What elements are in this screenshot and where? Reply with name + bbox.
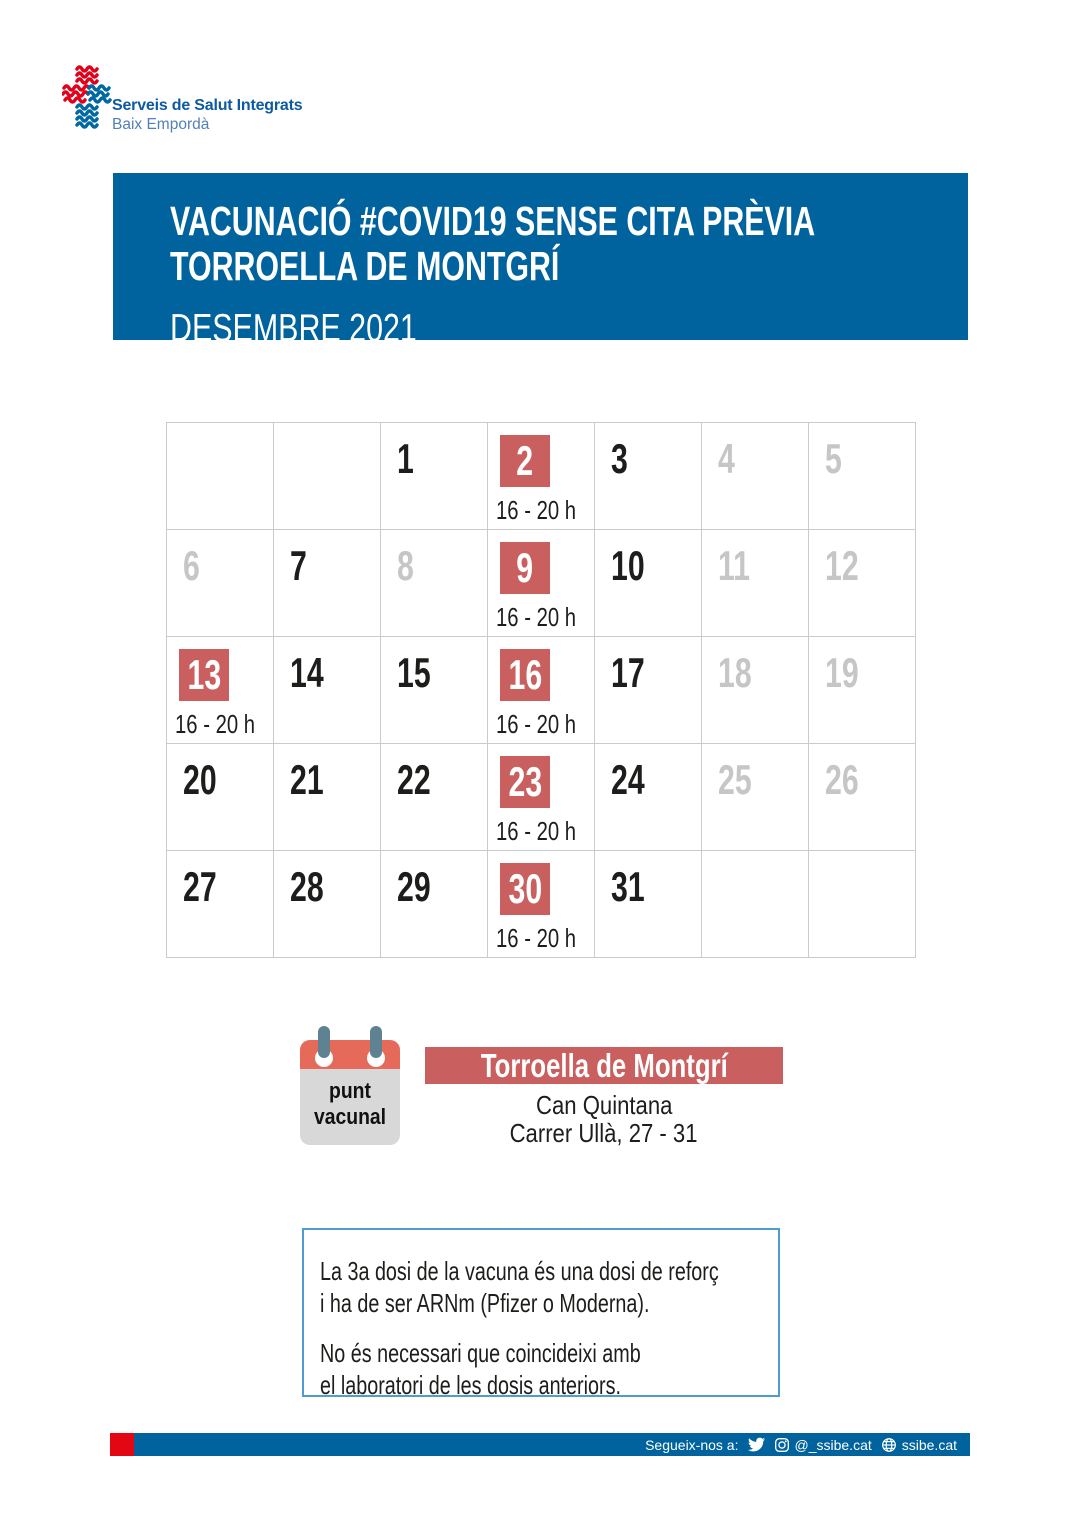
day-number: 21: [290, 756, 324, 803]
calendar-day-cell: [702, 530, 809, 637]
vaccine-time-label: 16 - 20 h: [496, 602, 577, 632]
instagram-link[interactable]: [774, 1437, 872, 1453]
calendar-day-cell: [274, 423, 381, 530]
calendar-day-cell: [274, 637, 381, 744]
logo-subtitle: Baix Empordà: [112, 116, 210, 134]
vaccine-time-label: 16 - 20 h: [496, 923, 577, 953]
vaccine-day-badge: [500, 435, 550, 487]
calendar-day-cell: [167, 530, 274, 637]
calendar-day-cell: [167, 423, 274, 530]
footer-red-accent: [110, 1433, 134, 1456]
day-number: 5: [825, 435, 842, 482]
day-number: 3: [611, 435, 628, 482]
globe-icon: [881, 1437, 897, 1453]
day-number: 17: [611, 649, 645, 696]
day-number: 22: [397, 756, 431, 803]
location-address-text: Carrer Ullà, 27 - 31: [510, 1118, 698, 1148]
day-number: 29: [397, 863, 431, 910]
calendar-day-cell: [809, 530, 916, 637]
day-number: 4: [718, 435, 735, 482]
instagram-icon: [774, 1437, 790, 1453]
calendar-day-cell: [809, 851, 916, 958]
logo-text: [112, 97, 302, 134]
calendar-day-cell: [381, 744, 488, 851]
location-name-banner: [425, 1047, 783, 1084]
day-number: 9: [516, 544, 534, 591]
calendar-day-cell: [488, 423, 595, 530]
website-text: ssibe.cat: [901, 1436, 957, 1453]
vaccine-time-label: 16 - 20 h: [496, 709, 577, 739]
follow-label: Segueix-nos a:: [645, 1436, 739, 1453]
calendar-day-cell: [381, 851, 488, 958]
calendar-day-cell: [167, 851, 274, 958]
day-number: 20: [183, 756, 217, 803]
day-number: 25: [718, 756, 752, 803]
calendar-day-cell: [274, 851, 381, 958]
calendar-day-cell: [488, 530, 595, 637]
calendar-day-cell: [381, 423, 488, 530]
calendar-day-cell: [274, 530, 381, 637]
twitter-link[interactable]: [748, 1436, 765, 1453]
website-link[interactable]: [881, 1437, 957, 1453]
calendar-day-cell: [595, 423, 702, 530]
vaccine-time-label: 16 - 20 h: [175, 709, 256, 739]
day-number: 10: [611, 542, 645, 589]
page-title-line1: VACUNACIÓ #COVID19 SENSE CITA PRÈVIA: [170, 198, 816, 244]
day-number: 31: [611, 863, 645, 910]
day-number: 2: [516, 437, 534, 484]
calendar-day-cell: [809, 423, 916, 530]
day-number: 28: [290, 863, 324, 910]
vaccine-day-badge: [500, 542, 550, 594]
calendar-day-cell: [381, 530, 488, 637]
page-title-line2: TORROELLA DE MONTGRÍ: [170, 243, 560, 289]
vaccination-point-label-line1: punt: [329, 1078, 371, 1103]
month-label: DESEMBRE 2021: [170, 307, 417, 350]
calendar-day-cell: [167, 744, 274, 851]
day-number: 27: [183, 863, 217, 910]
calendar-day-cell: [274, 744, 381, 851]
calendar-day-cell: [595, 637, 702, 744]
day-number: 6: [183, 542, 200, 589]
vaccination-point-calendar-icon: [300, 1026, 400, 1145]
info-text: i ha de ser ARNm (Pfizer o Moderna).: [320, 1288, 650, 1318]
day-number: 7: [290, 542, 307, 589]
footer-bar: [110, 1433, 970, 1456]
day-number: 15: [397, 649, 431, 696]
day-number: 14: [290, 649, 324, 696]
info-text: el laboratori de les dosis anteriors.: [320, 1370, 621, 1400]
calendar-day-cell: [595, 744, 702, 851]
location-venue-text: Can Quintana: [535, 1090, 673, 1120]
calendar-day-cell: [167, 637, 274, 744]
vaccine-time-label: 16 - 20 h: [496, 495, 577, 525]
day-number: 19: [825, 649, 859, 696]
info-text: No és necessari que coincideixi amb: [320, 1338, 641, 1368]
day-number: 26: [825, 756, 859, 803]
calendar-day-cell: [809, 744, 916, 851]
calendar-day-cell: [702, 744, 809, 851]
day-number: 23: [508, 758, 542, 805]
header-banner: [113, 173, 968, 350]
calendar-day-cell: [702, 851, 809, 958]
day-number: 8: [397, 542, 414, 589]
instagram-handle: @_ssibe.cat: [794, 1436, 872, 1453]
vaccine-time-label: 16 - 20 h: [496, 816, 577, 846]
day-number: 12: [825, 542, 859, 589]
location-address: [425, 1118, 783, 1149]
vaccine-day-badge: [500, 863, 550, 915]
vaccine-day-badge: [179, 649, 229, 701]
day-number: 16: [508, 651, 542, 698]
calendar-day-cell: [702, 423, 809, 530]
location-venue: [425, 1090, 783, 1121]
calendar-day-cell: [488, 744, 595, 851]
logo-title: Serveis de Salut Integrats: [112, 97, 303, 114]
vaccine-day-badge: [500, 649, 550, 701]
day-number: 1: [397, 435, 414, 482]
calendar-day-cell: [702, 637, 809, 744]
twitter-icon: [748, 1436, 765, 1453]
day-number: 18: [718, 649, 752, 696]
info-text: La 3a dosi de la vacuna és una dosi de reforç: [320, 1256, 719, 1286]
calendar-day-cell: [595, 851, 702, 958]
calendar-day-cell: [488, 637, 595, 744]
day-number: 30: [508, 865, 542, 912]
calendar-day-cell: [381, 637, 488, 744]
location-name: Torroella de Montgrí: [480, 1046, 728, 1084]
day-number: 13: [187, 651, 221, 698]
vaccination-point-label: [300, 1078, 400, 1130]
calendar-grid: [166, 422, 916, 958]
ssibe-logo-icon: [62, 64, 112, 130]
calendar-day-cell: [488, 851, 595, 958]
vaccination-point-label-line2: vacunal: [313, 1104, 387, 1129]
calendar-icon-peg: [318, 1026, 330, 1058]
day-number: 24: [611, 756, 645, 803]
calendar-icon-peg: [370, 1026, 382, 1058]
info-box: [302, 1228, 780, 1400]
vaccine-day-badge: [500, 756, 550, 808]
calendar-day-cell: [809, 637, 916, 744]
day-number: 11: [718, 542, 750, 589]
calendar-day-cell: [595, 530, 702, 637]
